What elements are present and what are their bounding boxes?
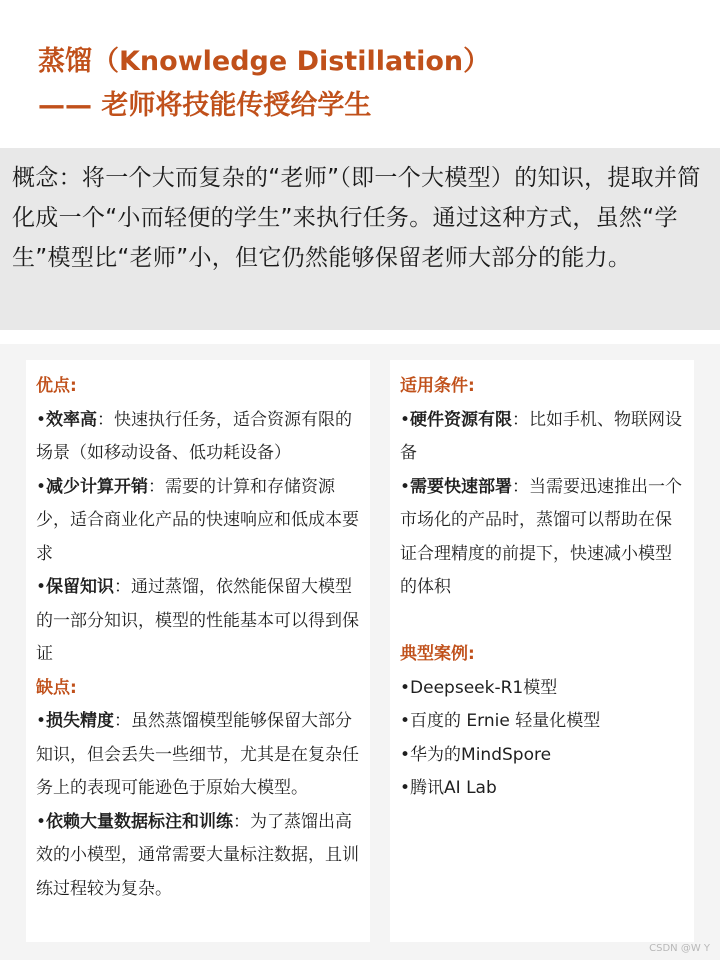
condition-item-term: 硬件资源有限 [410,409,513,430]
cons-item: •依赖大量数据标注和训练：为了蒸馏出高效的小模型，通常需要大量标注数据，且训练过程较为复杂。 [36,811,359,899]
case-item: •腾讯AI Lab [400,778,497,798]
case-item-text: 华为的MindSpore [410,744,552,765]
case-item: •华为的MindSpore [400,744,552,765]
page-subtitle: —— 老师将技能传授给学生 [38,90,372,121]
left-panel [26,360,370,942]
cases-heading: 典型案例: [400,644,475,664]
case-item-text: 腾讯AI Lab [410,778,497,798]
condition-item-desc: ：比如手机、物联网设备 [400,409,683,463]
case-item: •百度的 Ernie 轻量化模型 [400,711,601,731]
cons-item-desc: ：虽然蒸馏模型能够保留大部分知识，但会丢失一些细节，尤其是在复杂任务上的表现可能逊色于原始大模型。 [36,711,359,798]
watermark: CSDN @W Y [649,943,710,954]
pros-item-term: 保留知识 [46,577,115,597]
pros-item-desc: ：需要的计算和存储资源少，适合商业化产品的快速响应和低成本要求 [36,476,359,564]
right-panel [390,360,694,942]
condition-item: •需要快速部署：当需要迅速推出一个市场化的产品时，蒸馏可以帮助在保证合理精度的前提下，快速减小模型的体积 [400,476,683,597]
pros-item-desc: ：通过蒸馏，依然能保留大模型的一部分知识，模型的性能基本可以得到保证 [36,577,359,664]
pros-item-term: 效率高 [46,409,98,430]
cons-item-term: 损失精度 [46,711,115,731]
pros-item: •效率高：快速执行任务，适合资源有限的场景（如移动设备、低功耗设备） [36,409,353,463]
cons-item-term: 依赖大量数据标注和训练 [46,811,234,832]
case-item: •Deepseek-R1模型 [400,677,558,698]
case-item-text: Deepseek-R1模型 [410,677,558,698]
cons-item-desc: ：为了蒸馏出高效的小模型，通常需要大量标注数据，且训练过程较为复杂。 [36,811,359,899]
condition-item-desc: ：当需要迅速推出一个市场化的产品时，蒸馏可以帮助在保证合理精度的前提下，快速减小模型的体积 [400,476,683,597]
pros-heading: 优点: [36,376,77,396]
pros-item-term: 减少计算开销 [46,476,149,497]
conditions-heading: 适用条件: [400,376,475,396]
cons-heading: 缺点: [36,677,77,698]
cons-item: •损失精度：虽然蒸馏模型能够保留大部分知识，但会丢失一些细节，尤其是在复杂任务上的表现可能逊色于原始大模型。 [36,711,359,798]
page-title: 蒸馏（Knowledge Distillation） [38,46,491,77]
concept-text: 概念：将一个大而复杂的“老师”（即一个大模型）的知识，提取并简化成一个“小而轻便的学生”来执行任务。通过这种方式，虽然“学生”模型比“老师”小，但它仍然能够保留老师大部分的能力。 [12,165,701,271]
condition-item-term: 需要快速部署 [410,476,513,497]
pros-item-desc: ：快速执行任务，适合资源有限的场景（如移动设备、低功耗设备） [36,409,353,463]
title-block [38,40,490,128]
case-item-text: 百度的 Ernie 轻量化模型 [410,711,601,731]
pros-item: •减少计算开销：需要的计算和存储资源少，适合商业化产品的快速响应和低成本要求 [36,476,359,564]
pros-item: •保留知识：通过蒸馏，依然能保留大模型的一部分知识，模型的性能基本可以得到保证 [36,577,359,664]
condition-item: •硬件资源有限：比如手机、物联网设备 [400,409,683,463]
spacer [400,605,686,639]
concept-box [0,148,720,330]
